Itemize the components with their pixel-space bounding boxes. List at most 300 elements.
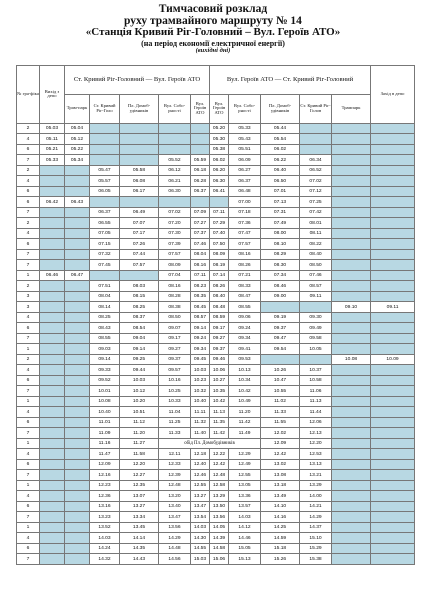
schedule-cell: 06.27 xyxy=(229,165,261,176)
schedule-cell xyxy=(65,239,90,250)
schedule-cell xyxy=(332,323,371,334)
schedule-cell: 11.55 xyxy=(261,417,300,428)
schedule-cell: 10.42 xyxy=(210,396,229,407)
days-note: (вихідні дні) xyxy=(195,47,231,55)
schedule-cell: 11.16 xyxy=(90,438,120,449)
schedule-cell: 07.01 xyxy=(261,186,300,197)
schedule-cell: 13.45 xyxy=(120,522,159,533)
schedule-cell: 11.33 xyxy=(159,428,191,439)
schedule-cell: 09.57 xyxy=(159,365,191,376)
schedule-cell: 08.26 xyxy=(210,281,229,292)
schedule-cell: 10.09 xyxy=(371,354,415,365)
schedule-cell: 10.40 xyxy=(191,396,210,407)
schedule-cell: 11.42 xyxy=(229,417,261,428)
schedule-cell xyxy=(371,281,415,292)
schedule-cell: 05.04 xyxy=(65,123,90,134)
schedule-cell: 12.39 xyxy=(159,470,191,481)
schedule-cell xyxy=(332,512,371,523)
schedule-cell: 14.35 xyxy=(120,543,159,554)
schedule-cell: 1 xyxy=(17,438,40,449)
schedule-cell: 12.58 xyxy=(210,480,229,491)
schedule-cell: 07.45 xyxy=(90,260,120,271)
schedule-cell xyxy=(65,501,90,512)
schedule-cell xyxy=(65,512,90,523)
schedule-row xyxy=(17,134,415,145)
schedule-cell: 7 xyxy=(17,207,40,218)
schedule-cell xyxy=(371,407,415,418)
schedule-cell: 08.09 xyxy=(210,249,229,260)
schedule-cell: 09.10 xyxy=(332,302,371,313)
schedule-cell xyxy=(332,144,371,155)
schedule-cell: 09.58 xyxy=(300,333,332,344)
schedule-cell: 14.16 xyxy=(261,512,300,523)
schedule-cell: 15.38 xyxy=(300,554,332,565)
stop-header: Трампарк xyxy=(332,94,371,123)
schedule-cell xyxy=(332,543,371,554)
schedule-cell: 12.13 xyxy=(300,428,332,439)
schedule-row xyxy=(17,375,415,386)
schedule-cell: 07.02 xyxy=(300,176,332,187)
schedule-cell xyxy=(40,354,65,365)
schedule-cell: 15.26 xyxy=(261,554,300,565)
schedule-cell xyxy=(332,386,371,397)
schedule-row xyxy=(17,438,415,449)
schedule-cell xyxy=(332,501,371,512)
schedule-cell: 6 xyxy=(17,375,40,386)
schedule-cell: 05.54 xyxy=(261,134,300,145)
schedule-cell: 06.30 xyxy=(159,186,191,197)
schedule-cell: 13.52 xyxy=(90,522,120,533)
schedule-cell: 4 xyxy=(17,491,40,502)
schedule-cell: 12.48 xyxy=(210,470,229,481)
schedule-cell xyxy=(191,134,210,145)
schedule-cell xyxy=(332,218,371,229)
schedule-row xyxy=(17,249,415,260)
schedule-cell: 12.35 xyxy=(120,480,159,491)
schedule-cell: 08.40 xyxy=(300,249,332,260)
stop-header: Трам-парк xyxy=(65,94,90,123)
schedule-cell xyxy=(65,480,90,491)
schedule-cell: 07.20 xyxy=(159,218,191,229)
schedule-cell: 12.09 xyxy=(261,438,300,449)
schedule-cell: 06.49 xyxy=(120,207,159,218)
schedule-cell: 09.30 xyxy=(300,312,332,323)
schedule-cell: 08.57 xyxy=(300,281,332,292)
schedule-cell: 12.27 xyxy=(120,470,159,481)
schedule-cell xyxy=(371,323,415,334)
schedule-cell xyxy=(332,176,371,187)
schedule-cell: 05.57 xyxy=(90,176,120,187)
schedule-cell xyxy=(371,186,415,197)
schedule-cell: 08.16 xyxy=(191,260,210,271)
schedule-cell: 06.37 xyxy=(191,186,210,197)
schedule-cell xyxy=(332,123,371,134)
schedule-cell: 13.56 xyxy=(210,512,229,523)
schedule-cell xyxy=(371,239,415,250)
schedule-cell: 09.45 xyxy=(191,354,210,365)
schedule-cell: 09.46 xyxy=(210,354,229,365)
schedule-cell: 08.48 xyxy=(210,302,229,313)
schedule-cell: 05.43 xyxy=(229,134,261,145)
schedule-cell: 11.32 xyxy=(191,417,210,428)
schedule-cell: 05.12 xyxy=(65,134,90,145)
schedule-cell: 11.33 xyxy=(261,407,300,418)
schedule-cell: 13.08 xyxy=(261,470,300,481)
schedule-cell xyxy=(371,522,415,533)
schedule-cell: 11.44 xyxy=(300,407,332,418)
schedule-row xyxy=(17,218,415,229)
schedule-cell xyxy=(332,270,371,281)
schedule-cell xyxy=(65,323,90,334)
schedule-cell xyxy=(90,270,120,281)
schedule-cell: 7 xyxy=(17,249,40,260)
schedule-cell: 07.32 xyxy=(90,249,120,260)
schedule-cell: 07.31 xyxy=(261,207,300,218)
schedule-row xyxy=(17,480,415,491)
schedule-cell xyxy=(371,218,415,229)
schedule-cell: 12.46 xyxy=(191,470,210,481)
schedule-cell xyxy=(40,239,65,250)
schedule-cell: 07.57 xyxy=(159,249,191,260)
schedule-cell xyxy=(332,417,371,428)
stop-header: Вул. Собо-рності xyxy=(159,94,191,123)
schedule-cell: 06.20 xyxy=(210,165,229,176)
schedule-cell: 05.33 xyxy=(229,123,261,134)
schedule-cell: 05.52 xyxy=(159,155,191,166)
schedule-cell: 12.09 xyxy=(90,459,120,470)
schedule-cell xyxy=(40,554,65,565)
schedule-cell: 07.00 xyxy=(229,197,261,208)
schedule-cell: 09.24 xyxy=(191,333,210,344)
schedule-cell: 10.03 xyxy=(120,375,159,386)
stop-header: Вул. Героїв АТО xyxy=(191,94,210,123)
schedule-cell xyxy=(159,197,191,208)
schedule-cell xyxy=(90,155,120,166)
schedule-cell xyxy=(159,123,191,134)
schedule-cell: 11.20 xyxy=(120,428,159,439)
schedule-cell xyxy=(120,134,159,145)
schedule-cell xyxy=(40,396,65,407)
schedule-cell: 6 xyxy=(17,197,40,208)
schedule-cell xyxy=(40,228,65,239)
schedule-cell: 11.58 xyxy=(120,449,159,460)
schedule-row xyxy=(17,512,415,523)
schedule-cell: 07.57 xyxy=(229,239,261,250)
schedule-cell: 07.36 xyxy=(229,218,261,229)
schedule-cell xyxy=(120,144,159,155)
schedule-cell: 7 xyxy=(17,386,40,397)
schedule-cell: 4 xyxy=(17,449,40,460)
schedule-cell: 14.56 xyxy=(159,554,191,565)
schedule-cell: 07.42 xyxy=(300,207,332,218)
schedule-cell xyxy=(40,543,65,554)
schedule-cell: 05.59 xyxy=(191,155,210,166)
schedule-cell xyxy=(65,344,90,355)
schedule-cell: 6 xyxy=(17,239,40,250)
schedule-cell xyxy=(90,123,120,134)
schedule-cell: 15.18 xyxy=(261,543,300,554)
schedule-cell xyxy=(40,176,65,187)
schedule-cell xyxy=(40,218,65,229)
schedule-row xyxy=(17,554,415,565)
schedule-cell: 08.33 xyxy=(229,281,261,292)
route-number-header: № гра-фіка xyxy=(17,65,40,123)
schedule-cell: 13.56 xyxy=(159,522,191,533)
schedule-cell: 15.29 xyxy=(300,543,332,554)
schedule-cell: 06.12 xyxy=(159,165,191,176)
schedule-cell: 05.47 xyxy=(90,165,120,176)
schedule-cell: 1 xyxy=(17,270,40,281)
schedule-cell xyxy=(210,197,229,208)
schedule-cell: 12.22 xyxy=(210,449,229,460)
schedule-cell xyxy=(65,249,90,260)
schedule-cell: 08.30 xyxy=(261,260,300,271)
schedule-cell: 07.04 xyxy=(159,270,191,281)
schedule-cell: 6 xyxy=(17,144,40,155)
schedule-cell xyxy=(90,197,120,208)
schedule-cell xyxy=(159,134,191,145)
schedule-cell xyxy=(371,470,415,481)
schedule-cell xyxy=(40,417,65,428)
schedule-cell: 05.30 xyxy=(210,134,229,145)
schedule-cell: 08.03 xyxy=(120,281,159,292)
schedule-cell: 09.52 xyxy=(90,375,120,386)
schedule-cell: 09.06 xyxy=(229,312,261,323)
schedule-cell xyxy=(120,197,159,208)
schedule-cell: 2 xyxy=(17,165,40,176)
schedule-cell xyxy=(300,123,332,134)
schedule-cell: 08.19 xyxy=(210,260,229,271)
schedule-cell: 07.39 xyxy=(159,239,191,250)
schedule-cell: 09.37 xyxy=(210,344,229,355)
schedule-cell: 13.21 xyxy=(300,470,332,481)
schedule-cell xyxy=(65,449,90,460)
schedule-cell: 12.33 xyxy=(159,459,191,470)
schedule-cell xyxy=(40,491,65,502)
schedule-cell: 10.13 xyxy=(229,365,261,376)
schedule-cell: 06.18 xyxy=(191,165,210,176)
schedule-cell xyxy=(300,302,332,313)
schedule-row xyxy=(17,281,415,292)
schedule-cell: 09.19 xyxy=(261,312,300,323)
schedule-cell: 10.25 xyxy=(159,386,191,397)
schedule-cell: 10.27 xyxy=(210,375,229,386)
schedule-cell: 09.14 xyxy=(120,344,159,355)
schedule-cell: 11.09 xyxy=(90,428,120,439)
schedule-cell xyxy=(332,260,371,271)
schedule-cell xyxy=(371,554,415,565)
schedule-row xyxy=(17,270,415,281)
schedule-cell: 13.18 xyxy=(261,480,300,491)
schedule-cell: 12.48 xyxy=(159,480,191,491)
schedule-cell xyxy=(332,428,371,439)
schedule-cell xyxy=(371,165,415,176)
schedule-cell: 10.58 xyxy=(300,375,332,386)
schedule-cell: 08.47 xyxy=(229,291,261,302)
schedule-cell: 10.35 xyxy=(210,386,229,397)
schedule-cell xyxy=(332,470,371,481)
schedule-row xyxy=(17,344,415,355)
schedule-cell: 14.03 xyxy=(90,533,120,544)
schedule-cell: 13.49 xyxy=(261,491,300,502)
schedule-cell: 05.33 xyxy=(40,155,65,166)
schedule-cell: 13.36 xyxy=(229,491,261,502)
schedule-cell: 6 xyxy=(17,323,40,334)
schedule-cell xyxy=(371,396,415,407)
schedule-cell xyxy=(371,344,415,355)
schedule-cell xyxy=(332,228,371,239)
schedule-cell xyxy=(90,134,120,145)
schedule-cell: 07.05 xyxy=(90,228,120,239)
schedule-cell: 4 xyxy=(17,365,40,376)
schedule-cell: 09.17 xyxy=(159,333,191,344)
schedule-cell: 06.42 xyxy=(40,197,65,208)
schedule-cell xyxy=(332,249,371,260)
schedule-cell: 6 xyxy=(17,501,40,512)
schedule-cell: 7 xyxy=(17,333,40,344)
schedule-row xyxy=(17,501,415,512)
schedule-cell: 13.16 xyxy=(90,501,120,512)
schedule-cell: 3 xyxy=(17,302,40,313)
schedule-cell: 15.10 xyxy=(300,533,332,544)
schedule-cell: 08.54 xyxy=(120,323,159,334)
schedule-cell: 08.29 xyxy=(261,249,300,260)
schedule-cell: 06.05 xyxy=(90,186,120,197)
schedule-cell: 08.14 xyxy=(90,302,120,313)
schedule-cell: 07.30 xyxy=(159,228,191,239)
schedule-cell xyxy=(332,396,371,407)
schedule-cell: 07.51 xyxy=(90,281,120,292)
schedule-cell: 07.46 xyxy=(300,270,332,281)
schedule-cell xyxy=(332,554,371,565)
schedule-cell xyxy=(65,459,90,470)
schedule-cell: 10.06 xyxy=(210,365,229,376)
schedule-cell: 06.47 xyxy=(65,270,90,281)
schedule-cell: 08.15 xyxy=(120,291,159,302)
schedule-cell: 2 xyxy=(17,354,40,365)
schedule-row xyxy=(17,239,415,250)
schedule-cell: 4 xyxy=(17,176,40,187)
schedule-cell: 12.42 xyxy=(210,459,229,470)
schedule-cell xyxy=(371,428,415,439)
schedule-cell: 08.37 xyxy=(120,312,159,323)
schedule-cell: 6 xyxy=(17,459,40,470)
schedule-cell: 12.18 xyxy=(191,449,210,460)
schedule-cell xyxy=(332,291,371,302)
schedule-cell: 09.11 xyxy=(371,302,415,313)
schedule-cell: 08.00 xyxy=(261,228,300,239)
schedule-cell: 14.55 xyxy=(191,543,210,554)
schedule-cell xyxy=(65,333,90,344)
schedule-cell: 14.58 xyxy=(210,543,229,554)
schedule-cell xyxy=(371,459,415,470)
schedule-cell: 10.49 xyxy=(229,396,261,407)
schedule-row xyxy=(17,291,415,302)
schedule-cell xyxy=(371,176,415,187)
schedule-cell xyxy=(371,333,415,344)
schedule-cell xyxy=(191,123,210,134)
schedule-cell xyxy=(65,386,90,397)
schedule-cell xyxy=(65,186,90,197)
schedule-cell: 12.36 xyxy=(90,491,120,502)
schedule-cell: 07.26 xyxy=(120,239,159,250)
direction-1-header: Ст. Кривий Ріг-Головний — Вул. Героїв АТО xyxy=(65,65,210,94)
schedule-cell xyxy=(371,123,415,134)
schedule-cell: 13.27 xyxy=(120,501,159,512)
schedule-cell xyxy=(40,365,65,376)
schedule-cell: 13.20 xyxy=(159,491,191,502)
schedule-cell: 10.32 xyxy=(191,386,210,397)
schedule-cell: 05.44 xyxy=(261,123,300,134)
schedule-cell: 11.02 xyxy=(261,396,300,407)
schedule-cell xyxy=(371,312,415,323)
schedule-cell: 06.40 xyxy=(261,165,300,176)
schedule-cell: 08.46 xyxy=(261,281,300,292)
schedule-cell xyxy=(191,144,210,155)
schedule-cell: 08.09 xyxy=(159,260,191,271)
schedule-cell: 11.42 xyxy=(210,428,229,439)
schedule-cell xyxy=(332,207,371,218)
schedule-cell xyxy=(332,522,371,533)
schedule-cell: 08.04 xyxy=(90,291,120,302)
schedule-cell: 10.01 xyxy=(90,386,120,397)
schedule-cell xyxy=(332,239,371,250)
schedule-cell: 07.11 xyxy=(210,207,229,218)
schedule-cell: 10.03 xyxy=(191,365,210,376)
schedule-cell: 13.54 xyxy=(191,512,210,523)
schedule-cell: 08.35 xyxy=(191,291,210,302)
schedule-cell: 09.11 xyxy=(300,291,332,302)
schedule-cell xyxy=(371,207,415,218)
schedule-cell xyxy=(65,522,90,533)
schedule-cell xyxy=(300,354,332,365)
schedule-cell xyxy=(65,165,90,176)
schedule-cell: 08.10 xyxy=(261,239,300,250)
stop-header: Вул. Героїв АТО xyxy=(210,94,229,123)
schedule-cell xyxy=(261,354,300,365)
schedule-cell: 08.22 xyxy=(300,239,332,250)
schedule-cell: 13.47 xyxy=(159,512,191,523)
schedule-cell: 07.37 xyxy=(191,228,210,239)
schedule-cell: 11.12 xyxy=(120,417,159,428)
schedule-row xyxy=(17,449,415,460)
schedule-cell: 14.00 xyxy=(300,491,332,502)
schedule-cell xyxy=(40,186,65,197)
schedule-cell: 09.37 xyxy=(159,354,191,365)
schedule-row xyxy=(17,396,415,407)
schedule-cell: 07.44 xyxy=(120,249,159,260)
schedule-cell: 14.48 xyxy=(159,543,191,554)
schedule-cell xyxy=(371,543,415,554)
schedule-cell xyxy=(300,144,332,155)
schedule-cell: 06.22 xyxy=(261,155,300,166)
schedule-cell: 06.34 xyxy=(300,155,332,166)
schedule-cell: 11.20 xyxy=(229,407,261,418)
schedule-cell: 13.02 xyxy=(261,459,300,470)
schedule-cell: 6 xyxy=(17,186,40,197)
schedule-cell: 09.00 xyxy=(261,291,300,302)
schedule-cell: 07.40 xyxy=(210,228,229,239)
schedule-cell: 13.13 xyxy=(300,459,332,470)
schedule-cell: 08.26 xyxy=(229,260,261,271)
schedule-cell: 10.47 xyxy=(261,375,300,386)
schedule-cell: 14.21 xyxy=(300,501,332,512)
schedule-title: Тимчасовий розклад xyxy=(158,3,268,15)
stop-header: Пл. Домоб-удівників xyxy=(261,94,300,123)
schedule-cell: 7 xyxy=(17,554,40,565)
schedule-cell: 11.25 xyxy=(159,417,191,428)
schedule-cell xyxy=(120,270,159,281)
